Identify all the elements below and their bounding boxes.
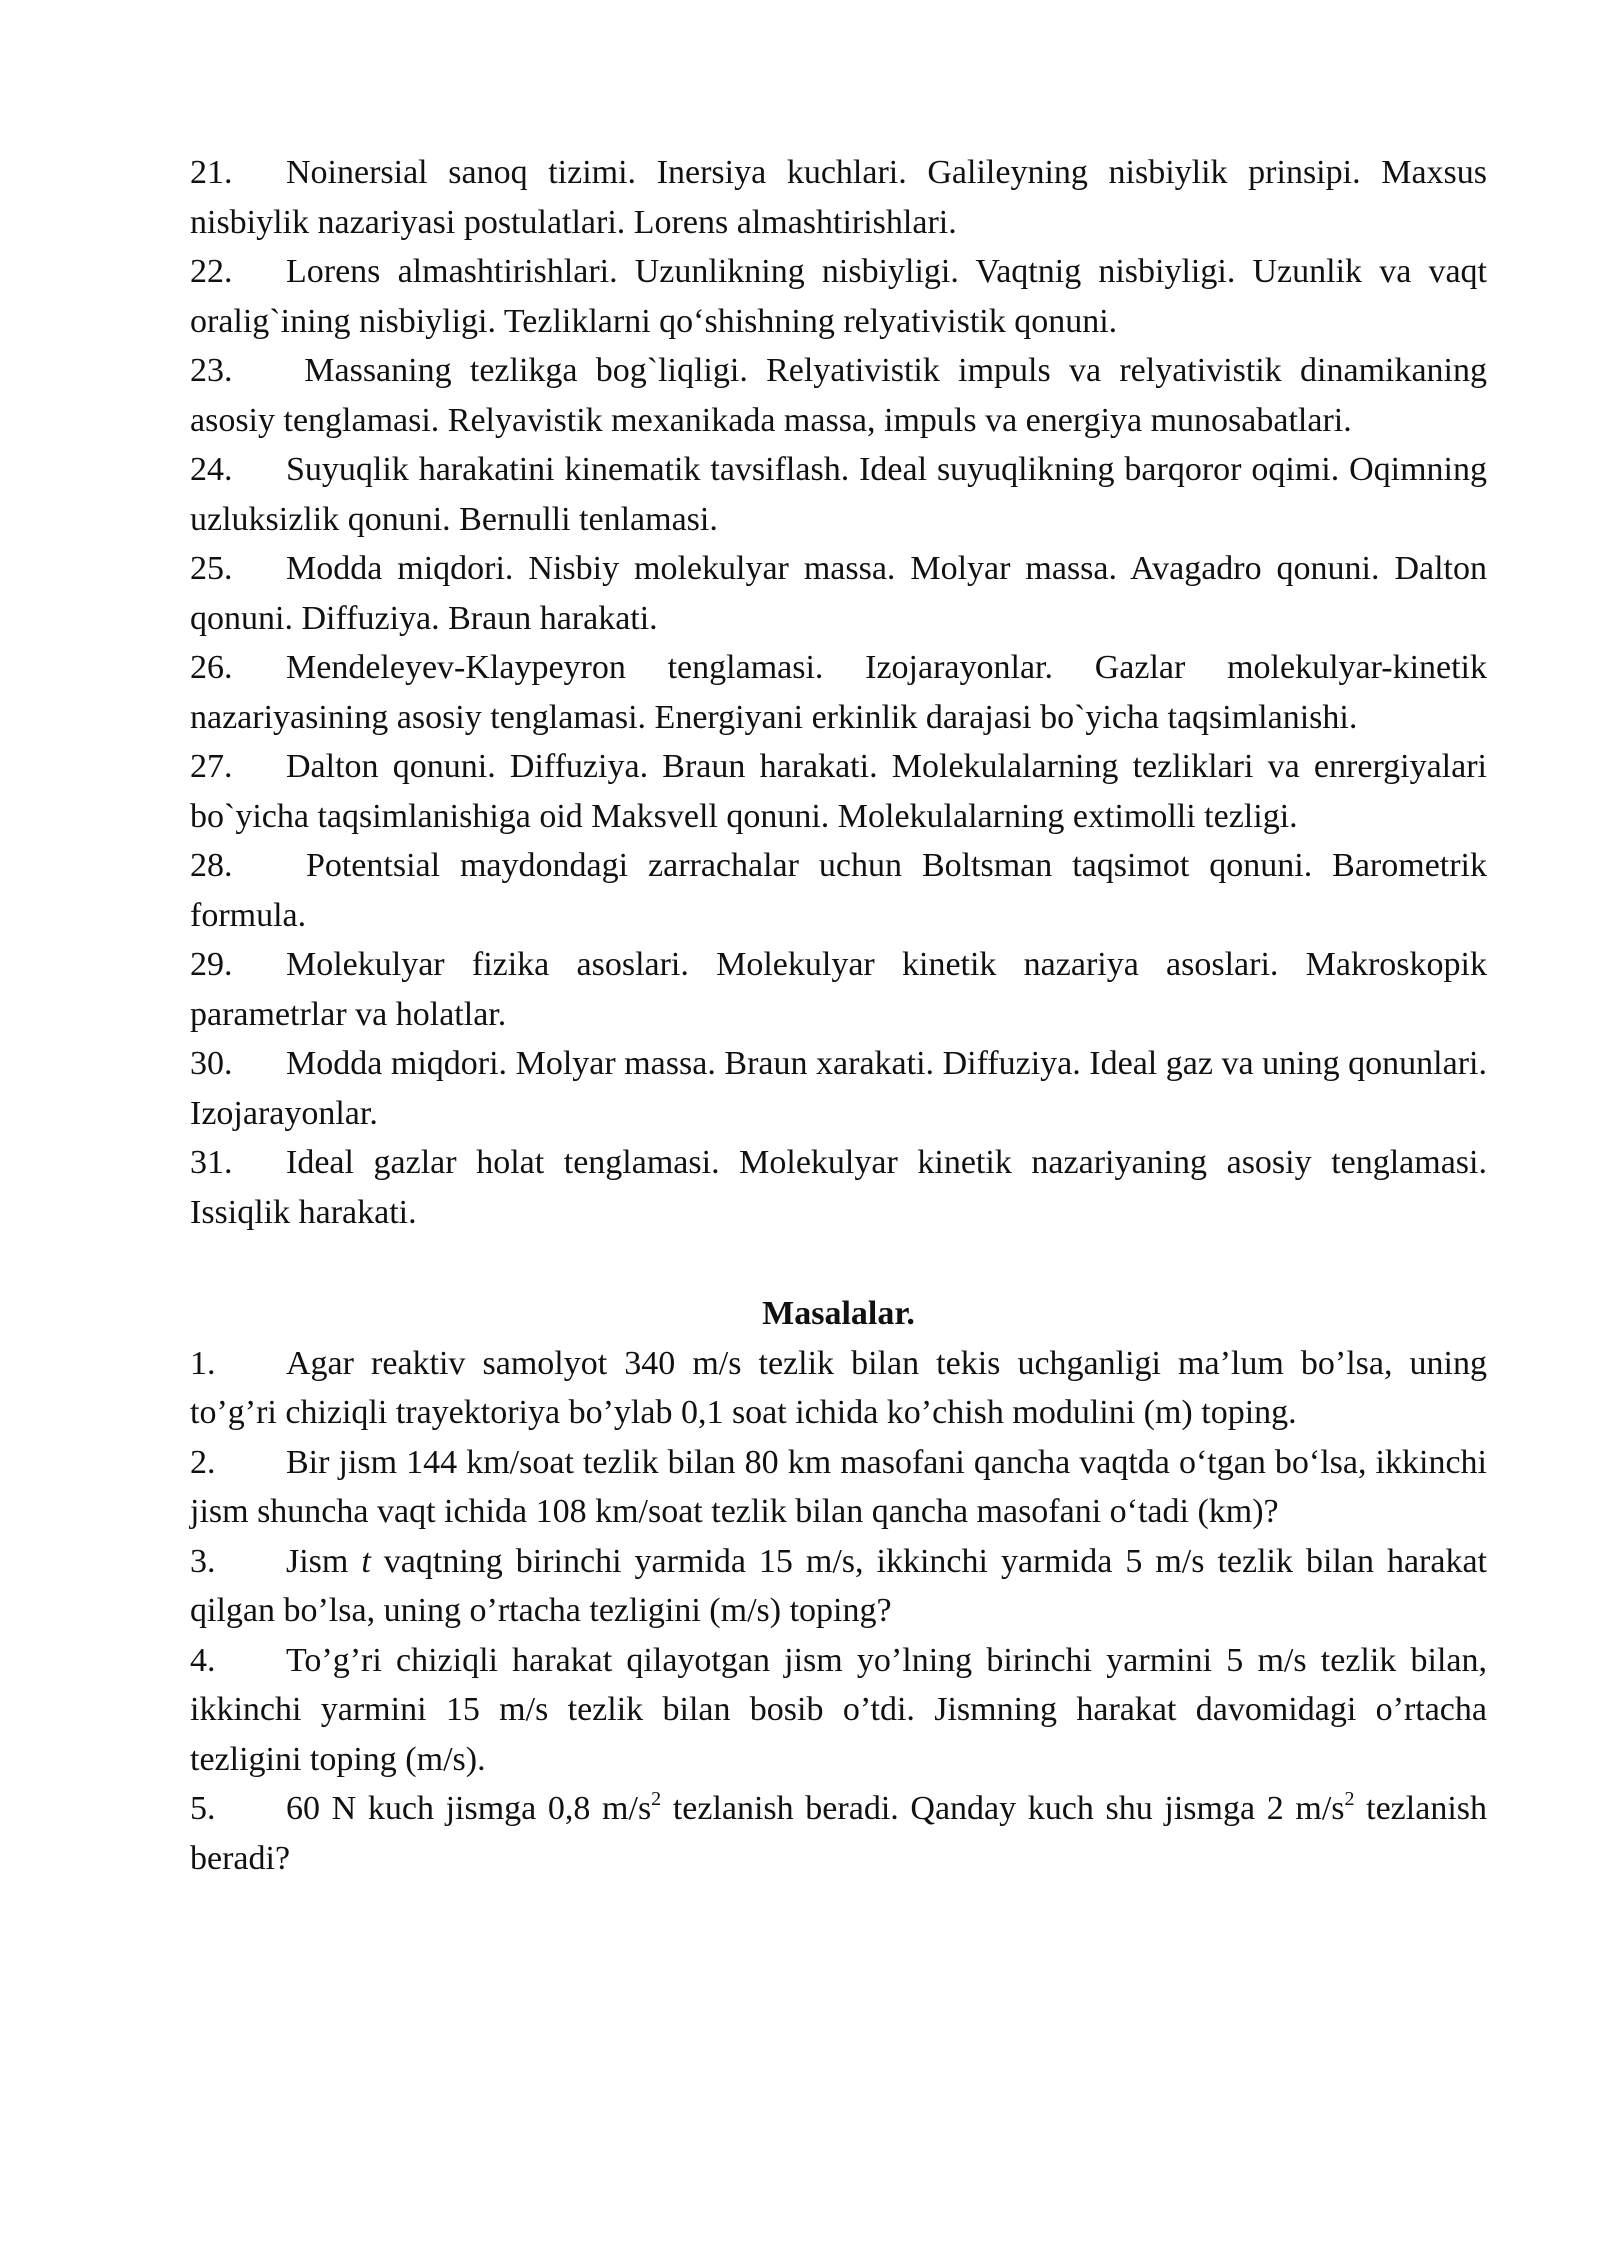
question-item bbox=[190, 841, 1487, 940]
question-text: Mendeleyev-Klaypeyron tenglamasi. Izojarayonlar. Gazlar molekulyar-kinetik nazariyasining asosiy tenglamasi. Energiyani erkinlik darajasi bo`yicha taqsimlanishi. bbox=[190, 649, 1487, 736]
question-number: 30. bbox=[190, 1045, 233, 1082]
question-item bbox=[190, 940, 1487, 1039]
question-number: 31. bbox=[190, 1144, 233, 1181]
question-text: Suyuqlik harakatini kinematik tavsiflash. Ideal suyuqlikning barqoror oqimi. Oqimning uzluksizlik qonuni. Bernulli tenlamasi. bbox=[190, 451, 1487, 538]
problem-item bbox=[190, 1339, 1487, 1438]
problem-number: 2. bbox=[190, 1443, 216, 1481]
question-item bbox=[190, 247, 1487, 346]
question-item bbox=[190, 346, 1487, 445]
problem-item bbox=[190, 1438, 1487, 1537]
question-item bbox=[190, 1138, 1487, 1237]
problem-text: Bir jism 144 km/soat tezlik bilan 80 km masofani qancha vaqtda o‘tgan bo‘lsa, ikkinchi jism shuncha vaqt ichida 108 km/soat tezlik bilan qancha masofani o‘tadi (km)? bbox=[190, 1443, 1487, 1530]
question-text: Molekulyar fizika asoslari. Molekulyar kinetik nazariya asoslari. Makroskopik parametrlar va holatlar. bbox=[190, 946, 1487, 1033]
time-variable: t bbox=[361, 1542, 371, 1580]
question-text: Modda miqdori. Molyar massa. Braun xarakati. Diffuziya. Ideal gaz va uning qonunlari. Izojarayonlar. bbox=[190, 1045, 1487, 1132]
question-number: 24. bbox=[190, 451, 233, 488]
question-number: 22. bbox=[190, 253, 233, 290]
question-number: 21. bbox=[190, 154, 233, 191]
problem-text: To’g’ri chiziqli harakat qilayotgan jism yo’lning birinchi yarmini 5 m/s tezlik bilan, ikkinchi yarmini 15 m/s tezlik bilan bosib o’tdi. Jismning harakat davomidagi o’rtacha tezligini toping (m/s). bbox=[190, 1641, 1487, 1778]
question-number: 28. bbox=[190, 847, 233, 884]
problem-text-middle: tezlanish beradi. Qanday kuch shu jismga 2 m/s bbox=[661, 1790, 1345, 1827]
question-text: Dalton qonuni. Diffuziya. Braun harakati. Molekulalarning tezliklari va enrergiyalari bo`yicha taqsimlanishiga oid Maksvell qonuni. Molekulalarning extimolli tezligi. bbox=[190, 748, 1487, 835]
problem-number: 4. bbox=[190, 1641, 216, 1679]
problem-text-start: 60 N kuch jismga 0,8 m/s bbox=[286, 1790, 652, 1827]
question-text: Lorens almashtirishlari. Uzunlikning nisbiyligi. Vaqtnig nisbiyligi. Uzunlik va vaqt oralig`ining nisbiyligi. Tezliklarni qo‘shishning relyativistik qonuni. bbox=[190, 253, 1487, 340]
question-item bbox=[190, 148, 1487, 247]
question-number: 27. bbox=[190, 748, 233, 785]
problem-item bbox=[190, 1537, 1487, 1636]
question-text: Modda miqdori. Nisbiy molekulyar massa. Molyar massa. Avagadro qonuni. Dalton qonuni. Diffuziya. Braun harakati. bbox=[190, 550, 1487, 637]
question-item bbox=[190, 544, 1487, 643]
problem-list bbox=[190, 1339, 1487, 1884]
question-list bbox=[190, 148, 1487, 1237]
question-text: Potentsial maydondagi zarrachalar uchun Boltsman taqsimot qonuni. Barometrik formula. bbox=[190, 847, 1487, 934]
problem-item bbox=[190, 1784, 1487, 1883]
section-heading: Masalalar. bbox=[762, 1295, 915, 1332]
question-number: 23. bbox=[190, 352, 233, 389]
problem-text-end: vaqtning birinchi yarmida 15 m/s, ikkinchi yarmida 5 m/s tezlik bilan harakat qilgan bo’lsa, uning o’rtacha tezligini (m/s) toping? bbox=[190, 1542, 1487, 1629]
question-text: Massaning tezlikga bog`liqligi. Relyativistik impuls va relyativistik dinamikaning asosiy tenglamasi. Relyavistik mexanikada massa, impuls va energiya munosabatlari. bbox=[190, 352, 1487, 439]
problem-number: 5. bbox=[190, 1790, 216, 1827]
problem-item bbox=[190, 1636, 1487, 1785]
question-number: 29. bbox=[190, 946, 233, 983]
problem-text-start: Jism bbox=[286, 1542, 362, 1580]
question-text: Ideal gazlar holat tenglamasi. Molekulyar kinetik nazariyaning asosiy tenglamasi. Issiqlik harakati. bbox=[190, 1144, 1487, 1231]
exponent: 2 bbox=[651, 1788, 662, 1810]
document-page bbox=[190, 148, 1487, 1883]
exponent: 2 bbox=[1344, 1788, 1355, 1810]
question-item bbox=[190, 643, 1487, 742]
question-item bbox=[190, 742, 1487, 841]
question-text: Noinersial sanoq tizimi. Inersiya kuchlari. Galileyning nisbiylik prinsipi. Maxsus nisbiylik nazariyasi postulatlari. Lorens almashtirishlari. bbox=[190, 154, 1487, 241]
question-item bbox=[190, 445, 1487, 544]
problem-text: Agar reaktiv samolyot 340 m/s tezlik bilan tekis uchganligi ma’lum bo’lsa, uning to’g’ri chiziqli trayektoriya bo’ylab 0,1 soat ichida ko’chish modulini (m) toping. bbox=[190, 1344, 1487, 1431]
problem-number: 1. bbox=[190, 1344, 216, 1382]
question-number: 26. bbox=[190, 649, 233, 686]
question-number: 25. bbox=[190, 550, 233, 587]
problem-text-end: tezlanish beradi? bbox=[190, 1790, 1487, 1877]
question-item bbox=[190, 1039, 1487, 1138]
problem-number: 3. bbox=[190, 1542, 216, 1580]
